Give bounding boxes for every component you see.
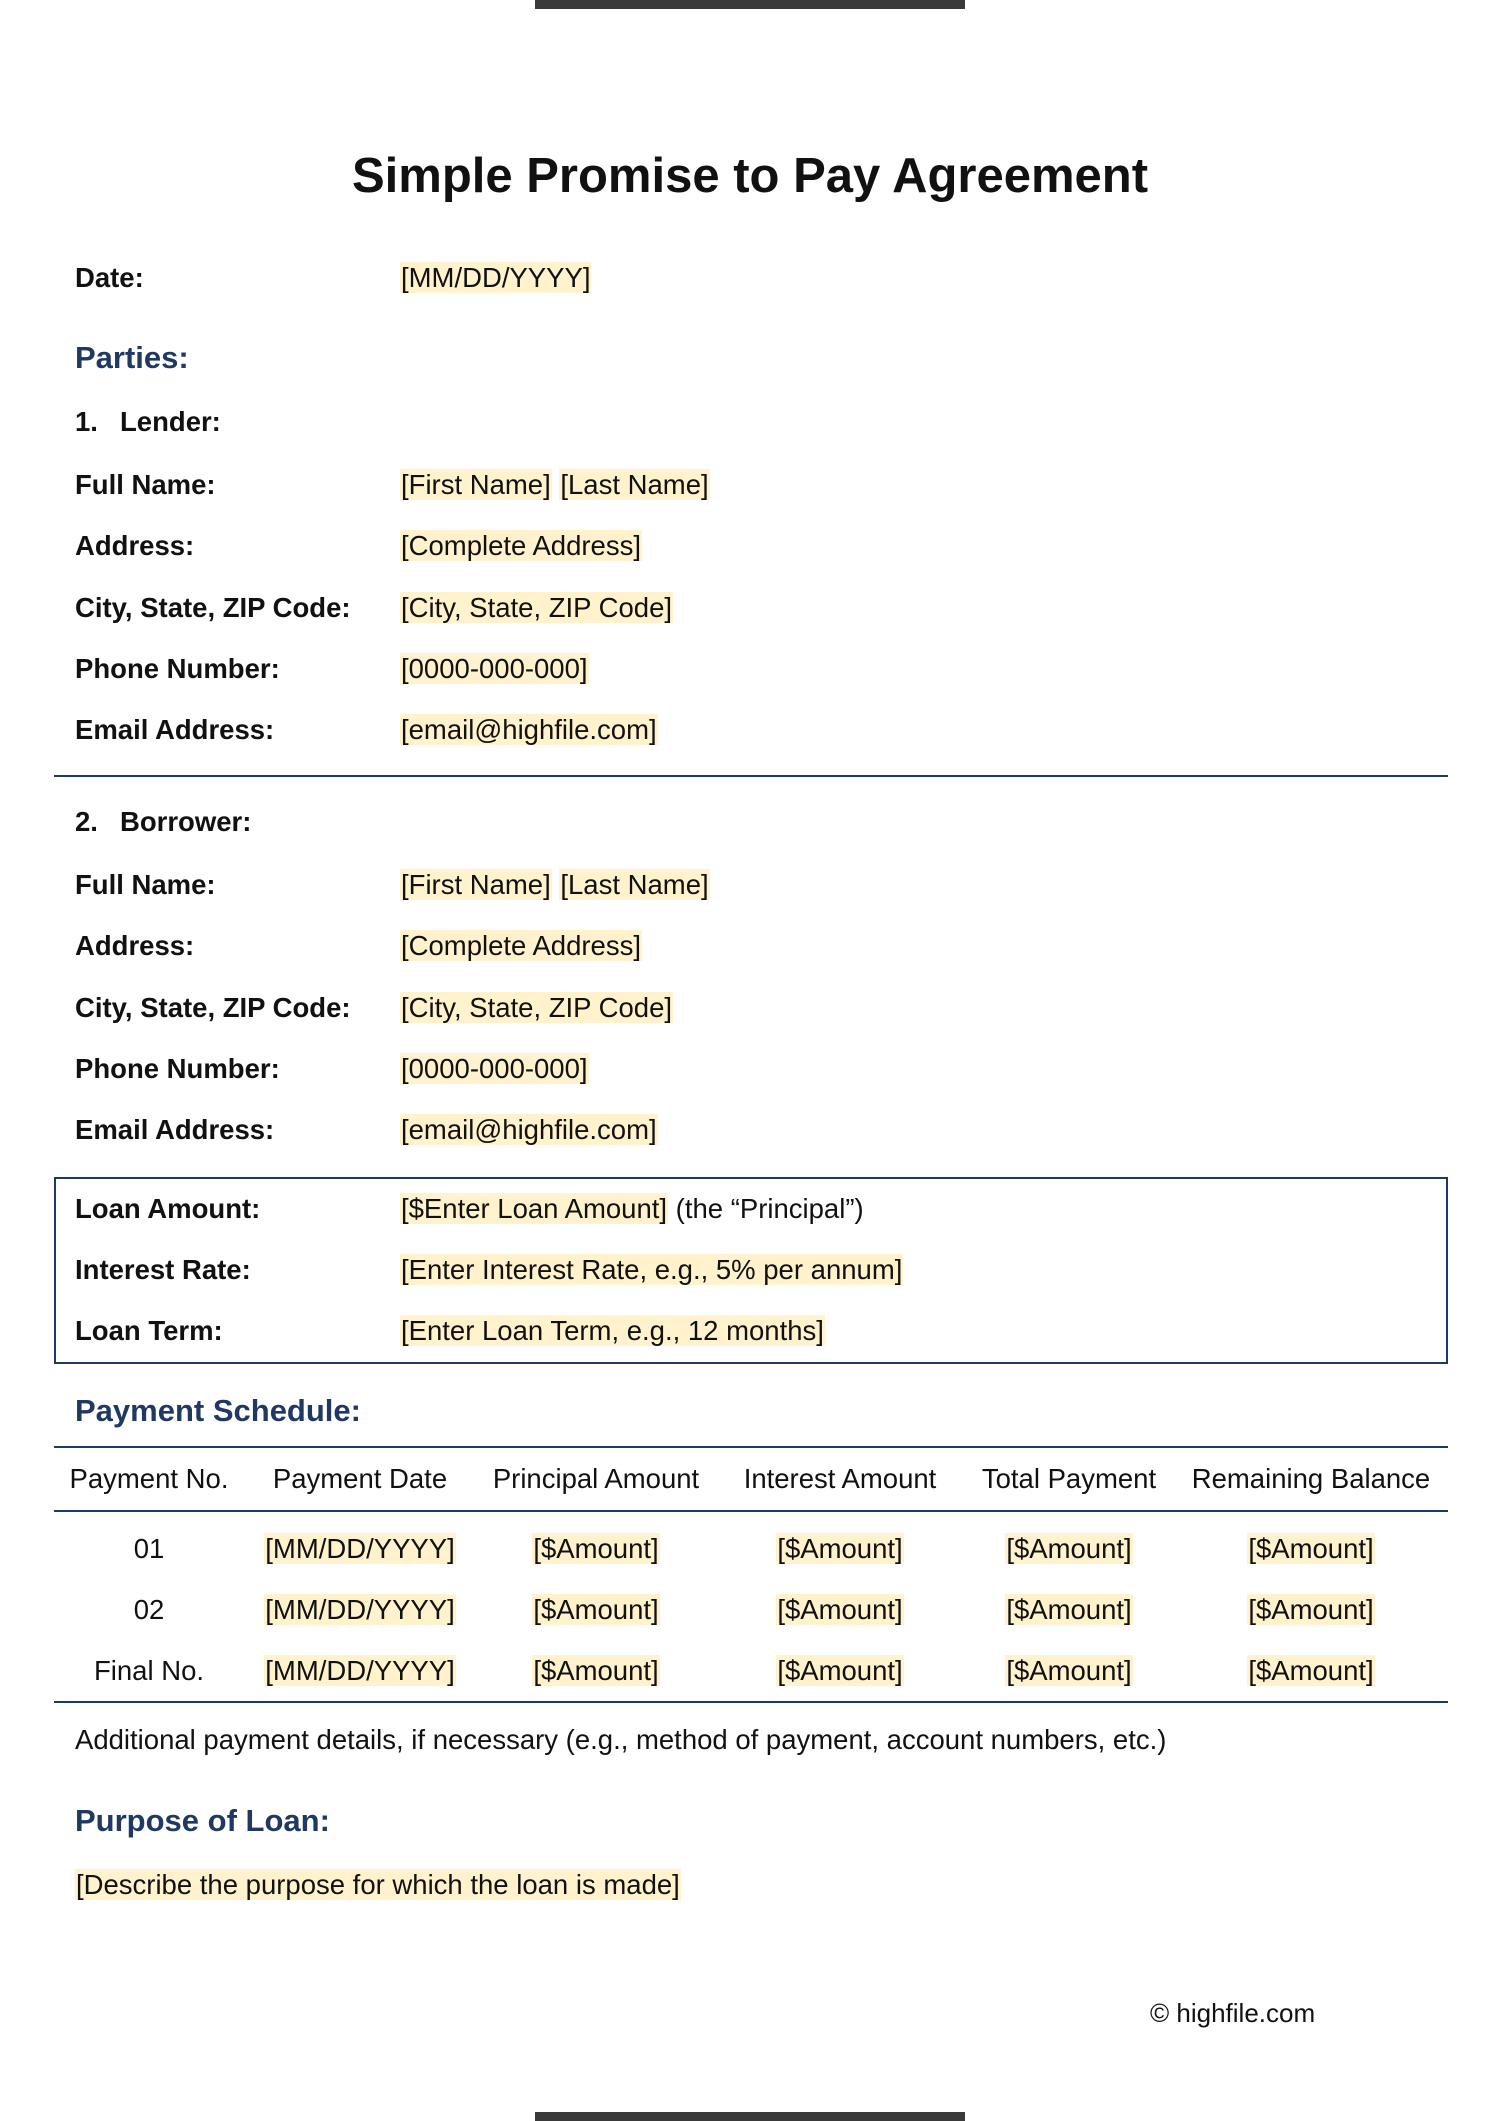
date-field[interactable]: [MM/DD/YYYY] (401, 262, 591, 293)
payment-date-field[interactable]: [MM/DD/YYYY] (265, 1654, 455, 1686)
table-row (54, 1640, 1448, 1702)
lender-address-label: Address: (75, 530, 195, 561)
borrower-address-row (75, 924, 1435, 968)
total-payment-field[interactable]: [$Amount] (1006, 1654, 1132, 1686)
borrower-last-name-field[interactable]: [Last Name] (560, 869, 709, 900)
borrower-email-label: Email Address: (75, 1114, 275, 1145)
interest-amount-field[interactable]: [$Amount] (777, 1593, 903, 1625)
lender-email-field[interactable]: [email@highfile.com] (401, 714, 657, 745)
payment-no-cell: Final No. (54, 1640, 244, 1702)
payment-no-cell: 01 (133, 1532, 165, 1564)
document-title: Simple Promise to Pay Agreement (351, 149, 1149, 203)
purpose-field[interactable]: [Describe the purpose for which the loan is made] (76, 1869, 680, 1900)
borrower-email-row (75, 1108, 1435, 1152)
col-header-remaining-balance: Remaining Balance (1174, 1447, 1448, 1511)
lender-number: 1. (75, 406, 98, 437)
borrower-city-label: City, State, ZIP Code: (75, 992, 351, 1023)
borrower-heading-label: Borrower: (120, 806, 252, 837)
lender-first-name-field[interactable]: [First Name] (401, 469, 551, 500)
purpose-heading: Purpose of Loan: (75, 1803, 330, 1838)
page-top-bar (535, 0, 965, 9)
additional-details-text: Additional payment details, if necessary (e.g., method of payment, account numbers, etc.) (75, 1724, 1167, 1755)
total-payment-field[interactable]: [$Amount] (1006, 1593, 1132, 1625)
lender-phone-row (75, 647, 1435, 691)
col-header-payment-date: Payment Date (244, 1447, 476, 1511)
lender-phone-label: Phone Number: (75, 653, 280, 684)
interest-amount-field[interactable]: [$Amount] (777, 1654, 903, 1686)
borrower-number: 2. (75, 806, 98, 837)
borrower-first-name-field[interactable]: [First Name] (401, 869, 551, 900)
lender-city-row (75, 586, 1435, 630)
col-header-principal-amount: Principal Amount (476, 1447, 716, 1511)
principal-amount-field[interactable]: [$Amount] (533, 1654, 659, 1686)
borrower-full-name-label: Full Name: (75, 869, 216, 900)
col-header-payment-no: Payment No. (54, 1447, 244, 1511)
borrower-email-field[interactable]: [email@highfile.com] (401, 1114, 657, 1145)
interest-amount-field[interactable]: [$Amount] (777, 1532, 903, 1564)
lender-full-name-row (75, 463, 1435, 507)
borrower-phone-label: Phone Number: (75, 1053, 280, 1084)
interest-rate-label: Interest Rate: (75, 1254, 251, 1285)
borrower-phone-row (75, 1047, 1435, 1091)
date-row (75, 256, 1435, 300)
borrower-heading (75, 806, 251, 838)
loan-amount-row (75, 1187, 1435, 1231)
loan-amount-field[interactable]: [$Enter Loan Amount] (401, 1193, 668, 1224)
col-header-interest-amount: Interest Amount (716, 1447, 964, 1511)
date-label: Date: (75, 262, 144, 293)
lender-last-name-field[interactable]: [Last Name] (560, 469, 709, 500)
table-row (54, 1579, 1448, 1640)
total-payment-field[interactable]: [$Amount] (1006, 1532, 1132, 1564)
lender-city-label: City, State, ZIP Code: (75, 592, 351, 623)
borrower-city-row (75, 986, 1435, 1030)
borrower-city-field[interactable]: [City, State, ZIP Code] (401, 992, 673, 1023)
payment-date-field[interactable]: [MM/DD/YYYY] (265, 1532, 455, 1564)
payment-no-cell: 02 (133, 1593, 165, 1625)
principal-amount-field[interactable]: [$Amount] (533, 1532, 659, 1564)
payment-schedule-table (54, 1446, 1448, 1703)
borrower-full-name-row (75, 863, 1435, 907)
remaining-balance-field[interactable]: [$Amount] (1248, 1593, 1374, 1625)
remaining-balance-field[interactable]: [$Amount] (1248, 1532, 1374, 1564)
borrower-phone-field[interactable]: [0000-000-000] (401, 1053, 588, 1084)
lender-phone-field[interactable]: [0000-000-000] (401, 653, 588, 684)
lender-email-label: Email Address: (75, 714, 275, 745)
copyright-text: © highfile.com (1150, 1998, 1316, 2028)
payment-schedule-heading: Payment Schedule: (75, 1393, 361, 1428)
loan-amount-suffix: (the “Principal”) (675, 1193, 864, 1224)
table-header-row (54, 1447, 1448, 1511)
remaining-balance-field[interactable]: [$Amount] (1248, 1654, 1374, 1686)
borrower-address-label: Address: (75, 930, 195, 961)
table-row (54, 1511, 1448, 1579)
interest-rate-row (75, 1248, 1435, 1292)
loan-term-row (75, 1309, 1435, 1353)
col-header-total-payment: Total Payment (964, 1447, 1174, 1511)
divider (54, 775, 1448, 777)
loan-amount-label: Loan Amount: (75, 1193, 261, 1224)
lender-heading-label: Lender: (120, 406, 221, 437)
lender-address-field[interactable]: [Complete Address] (401, 530, 641, 561)
lender-heading (75, 406, 221, 438)
principal-amount-field[interactable]: [$Amount] (533, 1593, 659, 1625)
borrower-address-field[interactable]: [Complete Address] (401, 930, 641, 961)
lender-address-row (75, 524, 1435, 568)
parties-heading: Parties: (75, 340, 189, 375)
page-bottom-bar (535, 2112, 965, 2121)
loan-term-field[interactable]: [Enter Loan Term, e.g., 12 months] (401, 1315, 824, 1346)
interest-rate-field[interactable]: [Enter Interest Rate, e.g., 5% per annum] (401, 1254, 903, 1285)
lender-city-field[interactable]: [City, State, ZIP Code] (401, 592, 673, 623)
lender-email-row (75, 708, 1435, 752)
loan-term-label: Loan Term: (75, 1315, 223, 1346)
lender-full-name-label: Full Name: (75, 469, 216, 500)
payment-date-field[interactable]: [MM/DD/YYYY] (265, 1593, 455, 1625)
